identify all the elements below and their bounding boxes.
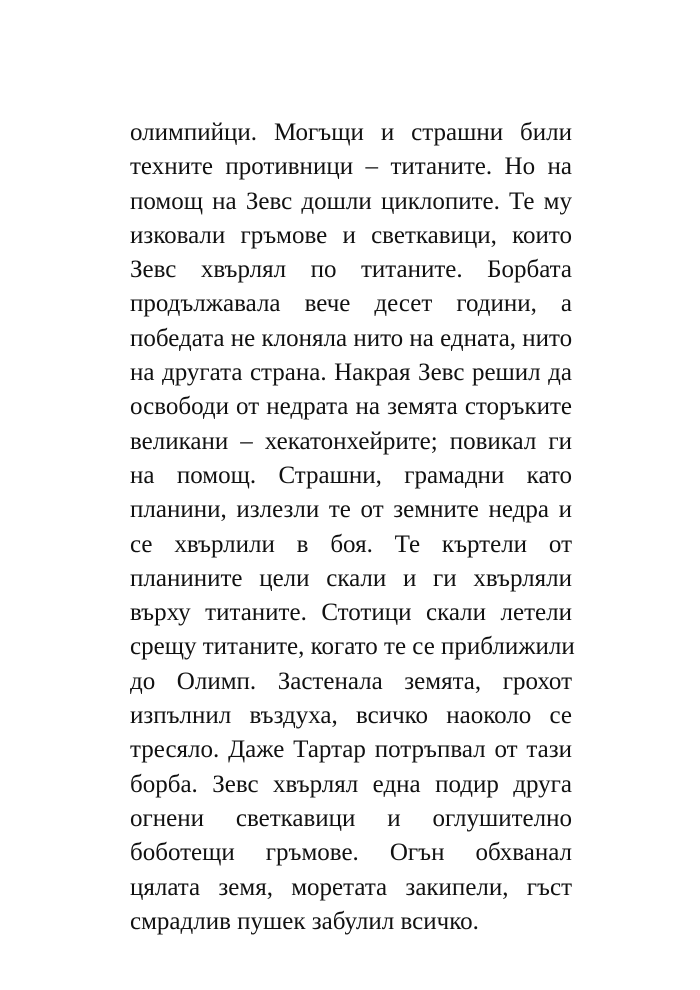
text-line: борба. Зевс хвърлял една подир друга (130, 770, 572, 798)
text-line: победата не клоняла нито на едната, нито (130, 324, 573, 352)
text-line: изковали гръмове и светкавици, които (130, 221, 572, 249)
text-line: планините цели скали и ги хвърляли (130, 564, 572, 592)
text-line: великани – хекатонхейрите; повикал ги (130, 427, 572, 455)
text-line: тресяло. Даже Тартар потръпвал от тази (130, 736, 572, 764)
text-line: техните противници – титаните. Но на (130, 153, 572, 181)
body-text (130, 116, 575, 939)
text-line: олимпийци. Могъщи и страшни били (130, 119, 572, 146)
text-line: помощ на Зевс дошли циклопите. Те му (130, 187, 572, 215)
text-line: върху титаните. Стотици скали летели (130, 599, 572, 627)
text-line: цялата земя, моретата закипели, гъст (130, 873, 572, 901)
text-line: срещу титаните, когато те се приближили (130, 633, 575, 661)
text-line: огнени светкавици и оглушително (130, 804, 572, 832)
text-line: продължавала вече десет години, а (130, 290, 572, 318)
text-line: изпълнил въздуха, всичко наоколо се (130, 702, 572, 730)
text-line-last: смрадлив пушек забулил всичко. (130, 907, 479, 935)
text-line: освободи от недрата на земята сторъките (130, 393, 572, 421)
text-line: на другата страна. Накрая Зевс решил да (130, 359, 572, 387)
text-line: до Олимп. Застенала земята, грохот (130, 667, 572, 695)
text-line: Зевс хвърлял по титаните. Борбата (130, 256, 572, 284)
text-line: на помощ. Страшни, грамадни като (130, 461, 572, 489)
text-line: планини, излезли те от земните недра и (130, 496, 572, 524)
text-line: се хвърлили в боя. Те къртели от (130, 530, 572, 558)
text-line: боботещи гръмове. Огън обхванал (130, 839, 572, 867)
